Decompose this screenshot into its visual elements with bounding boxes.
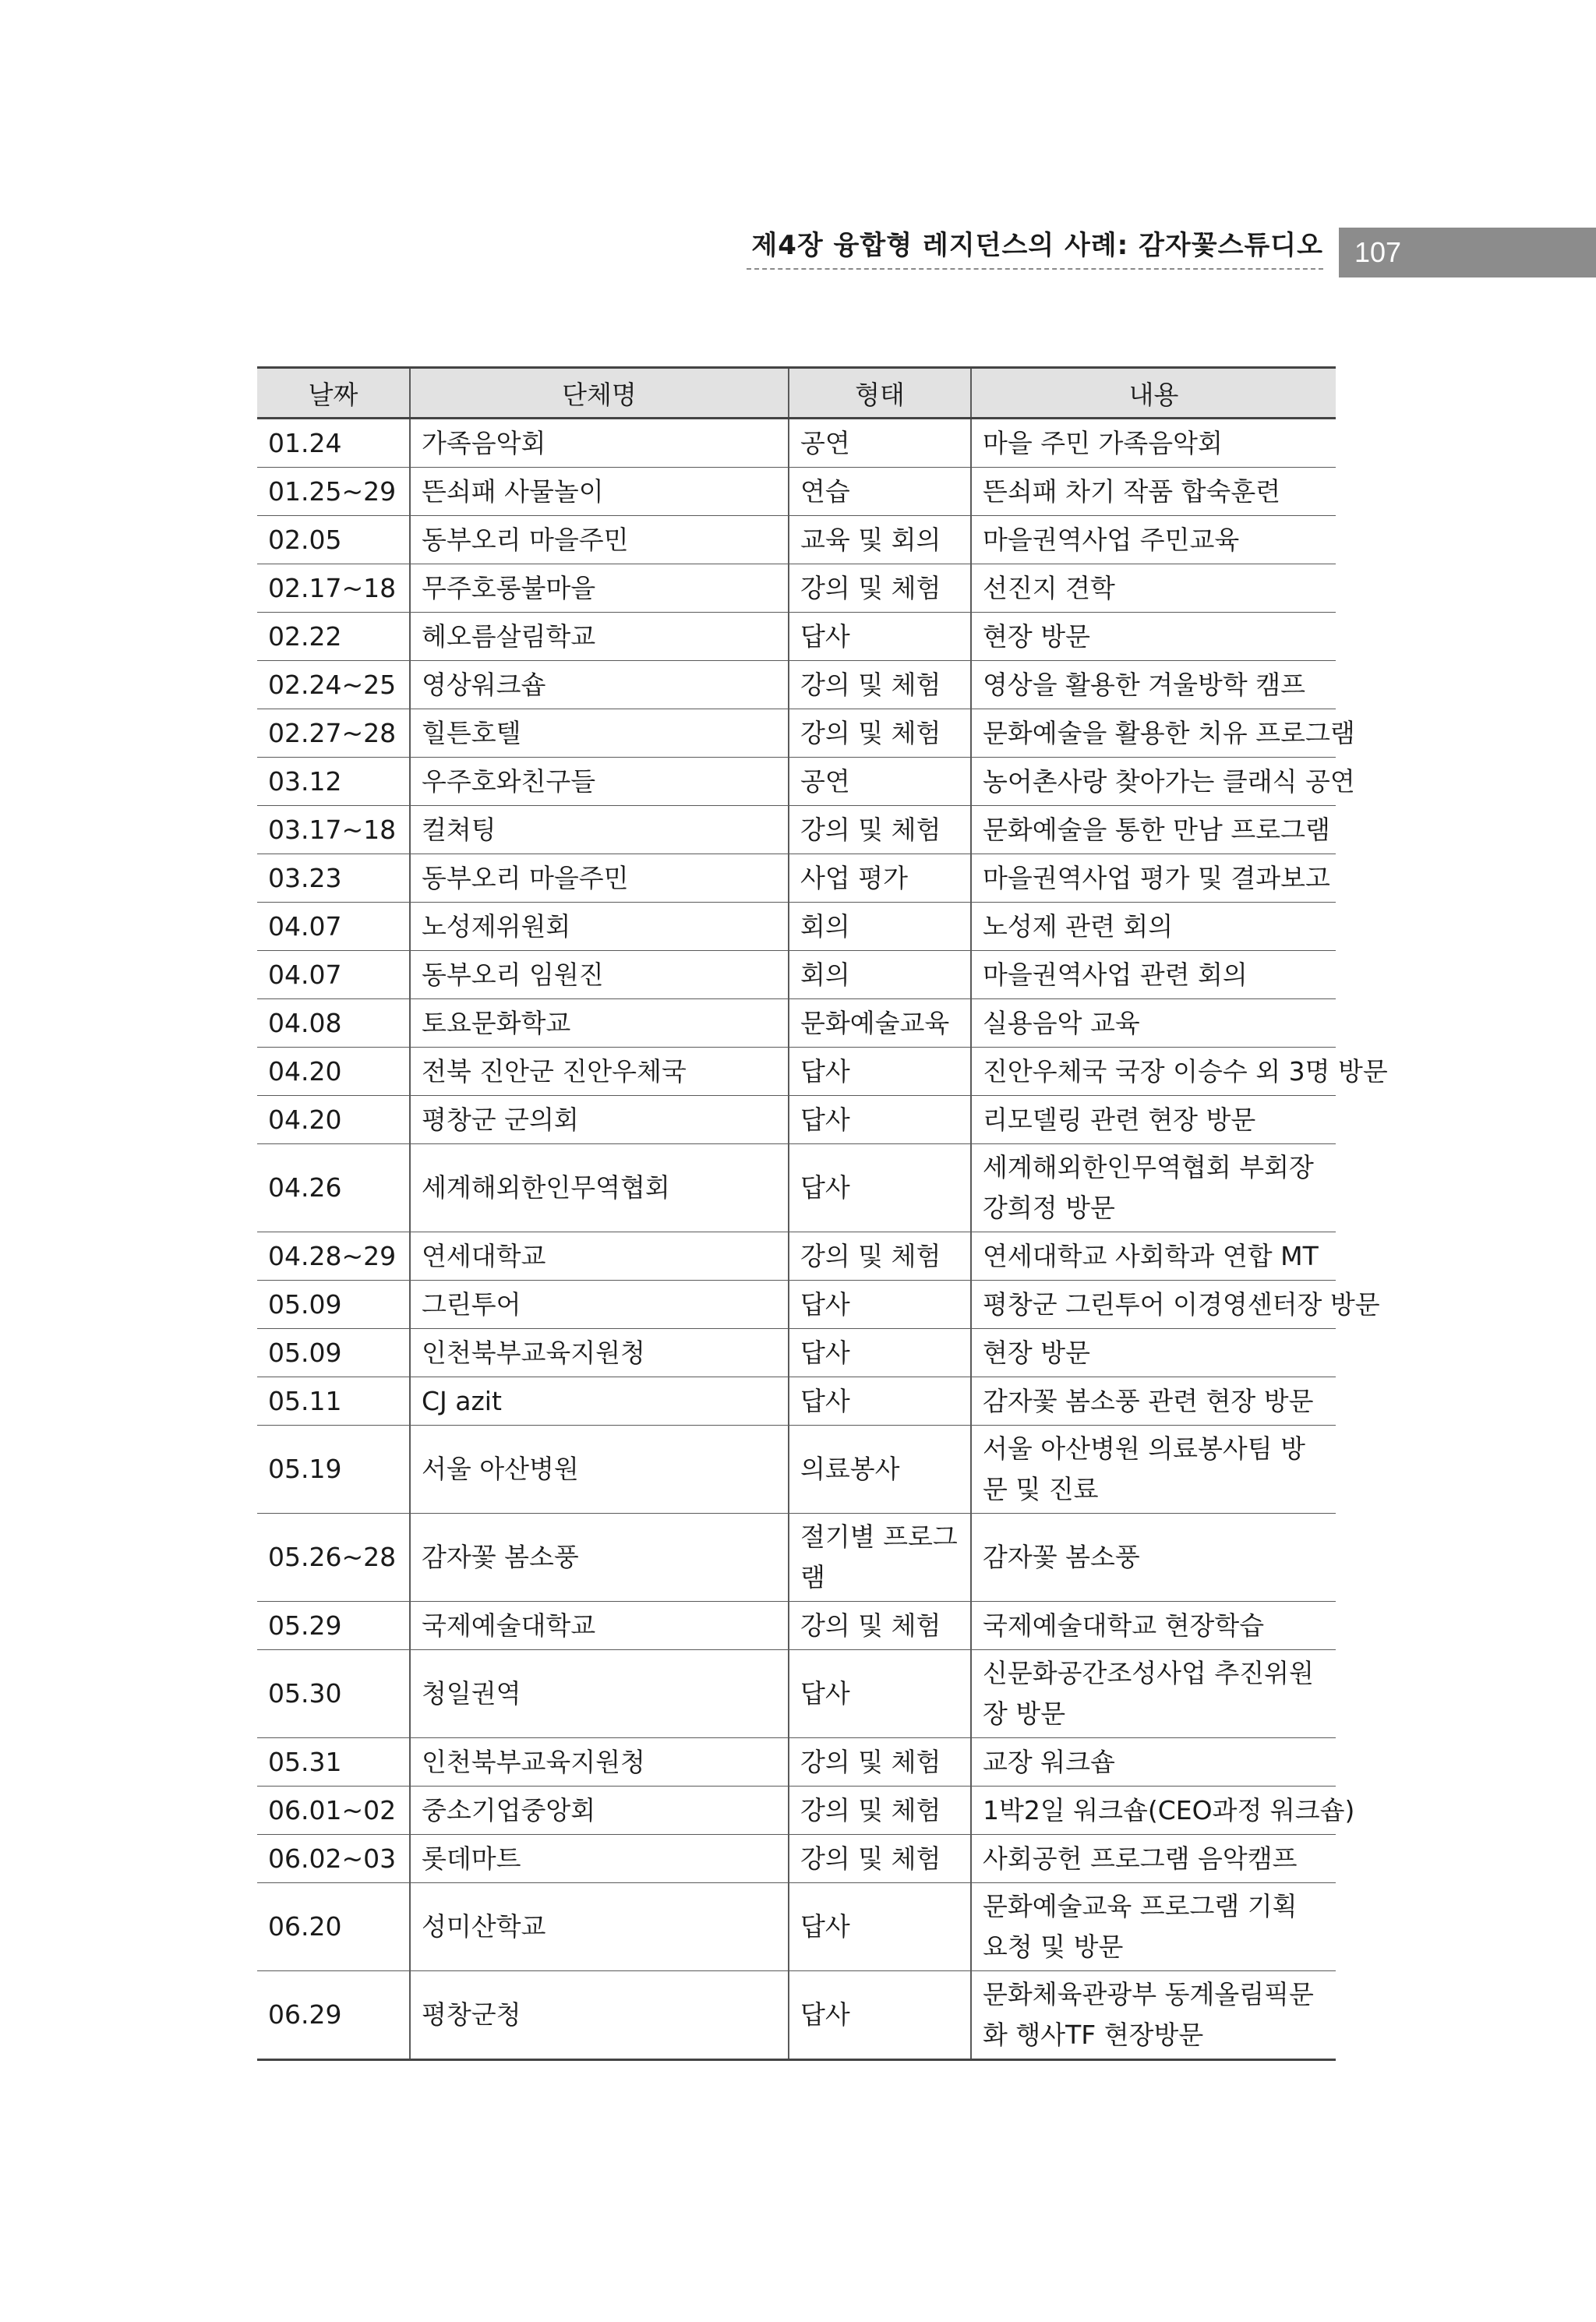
table-row bbox=[257, 1738, 1336, 1787]
cell-date: 01.25~29 bbox=[257, 468, 410, 516]
cell-organization: 성미산학교 bbox=[410, 1883, 789, 1971]
cell-organization: 영상워크숍 bbox=[410, 661, 789, 709]
cell-organization: 동부오리 마을주민 bbox=[410, 516, 789, 564]
cell-type: 문화예술교육 bbox=[789, 999, 971, 1048]
cell-type: 강의 및 체험 bbox=[789, 1738, 971, 1787]
table-row bbox=[257, 1787, 1336, 1835]
cell-date: 06.01~02 bbox=[257, 1787, 410, 1835]
cell-organization: 가족음악회 bbox=[410, 419, 789, 468]
header-type: 형태 bbox=[789, 368, 971, 419]
cell-type: 답사 bbox=[789, 1096, 971, 1144]
cell-organization: 컬쳐팅 bbox=[410, 806, 789, 854]
cell-content: 노성제 관련 회의 bbox=[971, 903, 1336, 951]
cell-organization: 무주호롱불마을 bbox=[410, 564, 789, 613]
cell-date: 05.11 bbox=[257, 1377, 410, 1426]
cell-content: 감자꽃 봄소풍 관련 현장 방문 bbox=[971, 1377, 1336, 1426]
cell-date: 04.07 bbox=[257, 951, 410, 999]
cell-type: 답사 bbox=[789, 1329, 971, 1377]
cell-date: 05.29 bbox=[257, 1602, 410, 1650]
cell-type: 강의 및 체험 bbox=[789, 1602, 971, 1650]
table-row bbox=[257, 468, 1336, 516]
header-organization: 단체명 bbox=[410, 368, 789, 419]
table-row bbox=[257, 1232, 1336, 1281]
cell-type: 답사 bbox=[789, 613, 971, 661]
header-date: 날짜 bbox=[257, 368, 410, 419]
cell-content: 현장 방문 bbox=[971, 1329, 1336, 1377]
table-row bbox=[257, 1144, 1336, 1232]
cell-organization: 인천북부교육지원청 bbox=[410, 1738, 789, 1787]
cell-content: 진안우체국 국장 이승수 외 3명 방문 bbox=[971, 1048, 1336, 1096]
cell-date: 05.09 bbox=[257, 1329, 410, 1377]
cell-organization: 인천북부교육지원청 bbox=[410, 1329, 789, 1377]
cell-type: 답사 bbox=[789, 1281, 971, 1329]
cell-type: 연습 bbox=[789, 468, 971, 516]
cell-type: 답사 bbox=[789, 1971, 971, 2060]
table-row bbox=[257, 758, 1336, 806]
table-row bbox=[257, 1650, 1336, 1738]
cell-content: 교장 워크숍 bbox=[971, 1738, 1336, 1787]
cell-organization: 감자꽃 봄소풍 bbox=[410, 1514, 789, 1602]
table-row bbox=[257, 854, 1336, 903]
cell-content: 마을권역사업 주민교육 bbox=[971, 516, 1336, 564]
cell-content: 감자꽃 봄소풍 bbox=[971, 1514, 1336, 1602]
cell-content: 마을권역사업 관련 회의 bbox=[971, 951, 1336, 999]
cell-date: 04.20 bbox=[257, 1096, 410, 1144]
cell-type: 답사 bbox=[789, 1883, 971, 1971]
cell-type: 강의 및 체험 bbox=[789, 1787, 971, 1835]
cell-content: 1박2일 워크숍(CEO과정 워크숍) bbox=[971, 1787, 1336, 1835]
cell-organization: 동부오리 임원진 bbox=[410, 951, 789, 999]
cell-content: 문화예술을 통한 만남 프로그램 bbox=[971, 806, 1336, 854]
cell-date: 06.20 bbox=[257, 1883, 410, 1971]
table-row bbox=[257, 564, 1336, 613]
cell-type: 공연 bbox=[789, 419, 971, 468]
cell-date: 04.26 bbox=[257, 1144, 410, 1232]
cell-type: 의료봉사 bbox=[789, 1426, 971, 1514]
cell-type: 강의 및 체험 bbox=[789, 564, 971, 613]
table-row bbox=[257, 806, 1336, 854]
cell-date: 04.28~29 bbox=[257, 1232, 410, 1281]
cell-organization: 서울 아산병원 bbox=[410, 1426, 789, 1514]
table-row bbox=[257, 1377, 1336, 1426]
chapter-title: 제4장 융합형 레지던스의 사례: 감자꽃스튜디오 bbox=[747, 223, 1323, 270]
cell-organization: 뜬쇠패 사물놀이 bbox=[410, 468, 789, 516]
table-row bbox=[257, 709, 1336, 758]
cell-date: 02.22 bbox=[257, 613, 410, 661]
table-row bbox=[257, 903, 1336, 951]
cell-date: 01.24 bbox=[257, 419, 410, 468]
cell-content: 문화체육관광부 동계올림픽문화 행사TF 현장방문 bbox=[971, 1971, 1336, 2060]
cell-type: 답사 bbox=[789, 1048, 971, 1096]
cell-type: 교육 및 회의 bbox=[789, 516, 971, 564]
cell-content: 평창군 그린투어 이경영센터장 방문 bbox=[971, 1281, 1336, 1329]
cell-type: 공연 bbox=[789, 758, 971, 806]
table-row bbox=[257, 1971, 1336, 2060]
table-row bbox=[257, 1048, 1336, 1096]
cell-content: 마을 주민 가족음악회 bbox=[971, 419, 1336, 468]
cell-content: 국제예술대학교 현장학습 bbox=[971, 1602, 1336, 1650]
table-row bbox=[257, 516, 1336, 564]
cell-date: 06.02~03 bbox=[257, 1835, 410, 1883]
cell-date: 05.26~28 bbox=[257, 1514, 410, 1602]
table-row bbox=[257, 999, 1336, 1048]
cell-organization: 세계해외한인무역협회 bbox=[410, 1144, 789, 1232]
cell-content: 사회공헌 프로그램 음악캠프 bbox=[971, 1835, 1336, 1883]
cell-type: 강의 및 체험 bbox=[789, 1835, 971, 1883]
cell-type: 강의 및 체험 bbox=[789, 709, 971, 758]
cell-organization: 중소기업중앙회 bbox=[410, 1787, 789, 1835]
table-row bbox=[257, 951, 1336, 999]
cell-organization: 힐튼호텔 bbox=[410, 709, 789, 758]
cell-content: 신문화공간조성사업 추진위원장 방문 bbox=[971, 1650, 1336, 1738]
cell-date: 02.27~28 bbox=[257, 709, 410, 758]
cell-organization: 롯데마트 bbox=[410, 1835, 789, 1883]
cell-organization: CJ azit bbox=[410, 1377, 789, 1426]
cell-content: 세계해외한인무역협회 부회장 강희정 방문 bbox=[971, 1144, 1336, 1232]
cell-type: 강의 및 체험 bbox=[789, 806, 971, 854]
cell-organization: 동부오리 마을주민 bbox=[410, 854, 789, 903]
table-row bbox=[257, 1329, 1336, 1377]
table-header-row bbox=[257, 368, 1336, 419]
cell-content: 현장 방문 bbox=[971, 613, 1336, 661]
cell-date: 03.17~18 bbox=[257, 806, 410, 854]
cell-type: 답사 bbox=[789, 1377, 971, 1426]
cell-type: 강의 및 체험 bbox=[789, 1232, 971, 1281]
cell-content: 서울 아산병원 의료봉사팀 방문 및 진료 bbox=[971, 1426, 1336, 1514]
table-row bbox=[257, 1883, 1336, 1971]
cell-type: 답사 bbox=[789, 1650, 971, 1738]
cell-date: 02.17~18 bbox=[257, 564, 410, 613]
cell-type: 회의 bbox=[789, 951, 971, 999]
cell-content: 문화예술을 활용한 치유 프로그램 bbox=[971, 709, 1336, 758]
cell-content: 선진지 견학 bbox=[971, 564, 1336, 613]
cell-type: 강의 및 체험 bbox=[789, 661, 971, 709]
table-row bbox=[257, 1602, 1336, 1650]
cell-date: 02.24~25 bbox=[257, 661, 410, 709]
page-number: 107 bbox=[1339, 228, 1596, 277]
cell-date: 05.19 bbox=[257, 1426, 410, 1514]
cell-date: 03.23 bbox=[257, 854, 410, 903]
cell-content: 마을권역사업 평가 및 결과보고 bbox=[971, 854, 1336, 903]
table-row bbox=[257, 1835, 1336, 1883]
cell-organization: 국제예술대학교 bbox=[410, 1602, 789, 1650]
cell-date: 04.08 bbox=[257, 999, 410, 1048]
cell-organization: 노성제위원회 bbox=[410, 903, 789, 951]
cell-type: 회의 bbox=[789, 903, 971, 951]
cell-date: 04.07 bbox=[257, 903, 410, 951]
cell-content: 영상을 활용한 겨울방학 캠프 bbox=[971, 661, 1336, 709]
table-row bbox=[257, 419, 1336, 468]
cell-organization: 헤오름살림학교 bbox=[410, 613, 789, 661]
cell-date: 04.20 bbox=[257, 1048, 410, 1096]
cell-date: 05.30 bbox=[257, 1650, 410, 1738]
table-row bbox=[257, 1281, 1336, 1329]
cell-date: 03.12 bbox=[257, 758, 410, 806]
cell-content: 농어촌사랑 찾아가는 클래식 공연 bbox=[971, 758, 1336, 806]
cell-content: 실용음악 교육 bbox=[971, 999, 1336, 1048]
cell-type: 답사 bbox=[789, 1144, 971, 1232]
cell-type: 절기별 프로그램 bbox=[789, 1514, 971, 1602]
cell-date: 05.31 bbox=[257, 1738, 410, 1787]
cell-organization: 평창군청 bbox=[410, 1971, 789, 2060]
activity-schedule-table bbox=[257, 366, 1388, 2061]
cell-organization: 그린투어 bbox=[410, 1281, 789, 1329]
cell-organization: 토요문화학교 bbox=[410, 999, 789, 1048]
cell-organization: 청일권역 bbox=[410, 1650, 789, 1738]
table-row bbox=[257, 1514, 1336, 1602]
cell-date: 02.05 bbox=[257, 516, 410, 564]
cell-date: 06.29 bbox=[257, 1971, 410, 2060]
cell-organization: 전북 진안군 진안우체국 bbox=[410, 1048, 789, 1096]
cell-organization: 우주호와친구들 bbox=[410, 758, 789, 806]
cell-content: 연세대학교 사회학과 연합 MT bbox=[971, 1232, 1336, 1281]
table-row bbox=[257, 1426, 1336, 1514]
cell-content: 뜬쇠패 차기 작품 합숙훈련 bbox=[971, 468, 1336, 516]
table-body bbox=[257, 419, 1388, 2060]
cell-organization: 평창군 군의회 bbox=[410, 1096, 789, 1144]
table-row bbox=[257, 661, 1336, 709]
cell-content: 문화예술교육 프로그램 기획 요청 및 방문 bbox=[971, 1883, 1336, 1971]
cell-organization: 연세대학교 bbox=[410, 1232, 789, 1281]
table-row bbox=[257, 613, 1336, 661]
header-content: 내용 bbox=[971, 368, 1336, 419]
table-row bbox=[257, 1096, 1336, 1144]
cell-content: 리모델링 관련 현장 방문 bbox=[971, 1096, 1336, 1144]
cell-date: 05.09 bbox=[257, 1281, 410, 1329]
cell-type: 사업 평가 bbox=[789, 854, 971, 903]
